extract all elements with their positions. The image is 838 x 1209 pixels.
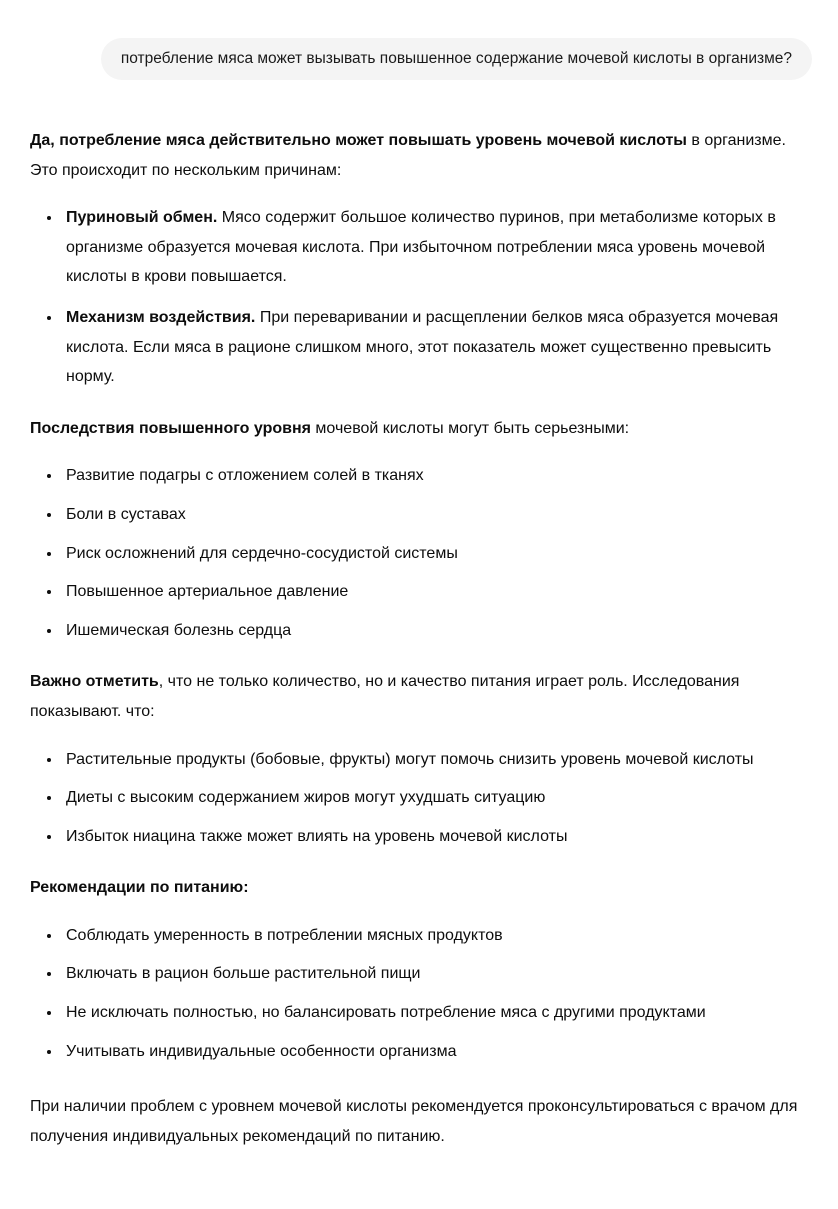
list-item: • Повышенное артериальное давление <box>62 577 812 607</box>
list-item: • Боли в суставах <box>62 500 812 530</box>
list-item-bold: Пуриновый обмен. <box>66 209 218 227</box>
assistant-paragraph-note <box>30 667 812 726</box>
consequences-rest-text: мочевой кислоты могут быть серьезными: <box>310 419 630 437</box>
list-item <box>62 203 812 292</box>
intro-rest-text: в организме. Это происходит по нескольким причинам: <box>30 132 786 179</box>
user-message-text: потребление мяса может вызывать повышенное содержание мочевой кислоты в организме? <box>120 50 792 67</box>
list-item: • Диеты с высоким содержанием жиров могут ухудшать ситуацию <box>62 783 812 813</box>
consequences-bold-text: Последствия повышенного уровня <box>30 419 311 437</box>
list-item: • Развитие подагры с отложением солей в тканях <box>62 461 812 491</box>
recommendations-heading-text: Рекомендации по питанию: <box>30 879 249 897</box>
assistant-message <box>30 126 812 1151</box>
list-item <box>62 303 812 392</box>
list-item: • Соблюдать умеренность в потреблении мясных продуктов <box>62 921 812 951</box>
list-item: • Ишемическая болезнь сердца <box>62 616 812 646</box>
list-item: • Не исключать полностью, но балансировать потребление мяса с другими продуктами <box>62 998 812 1028</box>
list-item-text: Мясо содержит большое количество пуринов, при метаболизме которых в организме образуется мочевая кислота. При избыточном потреблении мяса уровень мочевой кислоты в крови повышается. <box>66 209 776 286</box>
recommendations-list <box>30 921 812 1066</box>
list-item-text: При переваривании и расщеплении белков мяса образуется мочевая кислота. Если мяса в рационе слишком много, этот показатель может существенно превысить норму. <box>66 308 779 386</box>
assistant-paragraph-intro <box>30 126 812 185</box>
list-item: • Включать в рацион больше растительной пищи <box>62 959 812 989</box>
intro-bold-text: Да, потребление мяса действительно может повышать уровень мочевой кислоты <box>30 132 687 150</box>
assistant-paragraph-consequences <box>30 414 812 444</box>
causes-list <box>30 203 812 392</box>
list-item: • Учитывать индивидуальные особенности организма <box>62 1037 812 1067</box>
list-item: • Риск осложнений для сердечно-сосудистой системы <box>62 539 812 569</box>
consequences-list <box>30 461 812 645</box>
user-message-bubble <box>101 38 812 80</box>
research-list <box>30 745 812 852</box>
list-item: • Избыток ниацина также может влиять на уровень мочевой кислоты <box>62 822 812 852</box>
user-message-row <box>30 38 812 80</box>
note-rest-text: , что не только количество, но и качество питания играет роль. Исследования показывают. что: <box>30 673 740 720</box>
list-item-bold: Механизм воздействия. <box>66 308 256 326</box>
note-bold-text: Важно отметить <box>30 673 159 691</box>
assistant-paragraph-closing: При наличии проблем с уровнем мочевой кислоты рекомендуется проконсультироваться с врачом для получения индивидуальных рекомендаций по питанию. <box>30 1098 798 1145</box>
list-item: • Растительные продукты (бобовые, фрукты) могут помочь снизить уровень мочевой кислоты <box>62 745 812 775</box>
assistant-paragraph-recommendations-heading <box>30 873 812 903</box>
